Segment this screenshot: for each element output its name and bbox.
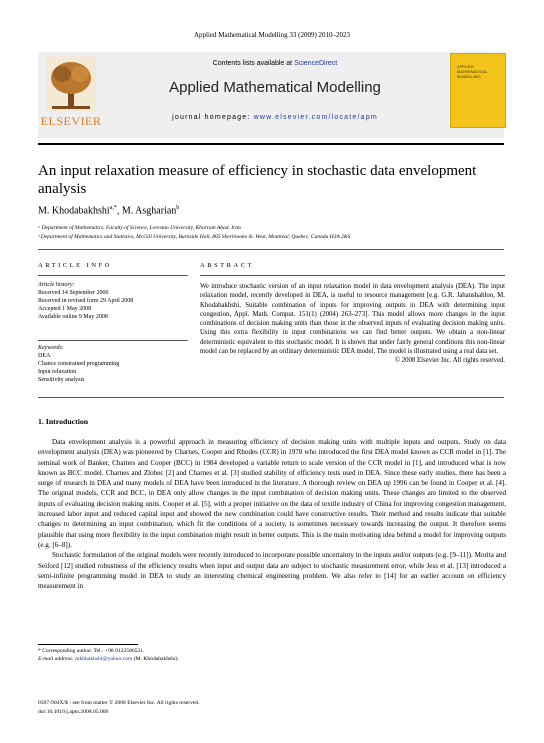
introduction-body <box>38 437 506 591</box>
affiliation-a: ᵃ Department of Mathematics, Faculty of Science, Lorestan University, Khorram Abad, Iran <box>38 225 241 231</box>
sciencedirect-link[interactable]: ScienceDirect <box>294 60 338 67</box>
email-link[interactable]: mkhbakhshi@yahoo.com <box>75 656 133 662</box>
abstract-rule <box>200 275 505 276</box>
journal-homepage <box>100 114 450 121</box>
history-label: Article history: <box>38 282 75 288</box>
affiliation-b: ᵇ Department of Mathematics and Statistics, McGill University, Burnside Hall, 805 Sherbrooke St. West, Montreal, Quebec, Canada H3A 2K6 <box>38 234 351 240</box>
email-note <box>38 656 179 663</box>
section-rule <box>38 397 504 398</box>
author-separator: , <box>116 205 122 217</box>
section-rule <box>38 249 504 250</box>
online-date: Available online 9 May 2008 <box>38 314 108 320</box>
homepage-prefix: journal homepage: <box>172 114 254 121</box>
keyword: Chance constrained programming <box>38 361 120 367</box>
article-title: An input relaxation measure of efficiency in stochastic data envelopment analysis <box>38 163 477 197</box>
elsevier-tree-icon <box>46 56 96 112</box>
email-suffix: (M. Khodabakhshi). <box>132 656 179 662</box>
journal-reference: Applied Mathematical Modelling 33 (2009) 2010–2023 <box>193 31 351 39</box>
article-history <box>38 281 168 321</box>
email-label: E-mail address: <box>38 656 76 662</box>
author-name: M. Asgharian <box>121 205 177 217</box>
keywords-label: Keywords: <box>38 345 64 351</box>
received-date: Received 14 September 2006 <box>38 290 109 296</box>
abstract <box>200 282 505 366</box>
abstract-heading: ABSTRACT <box>200 262 254 269</box>
author-list <box>38 205 179 216</box>
elsevier-logo <box>40 56 102 130</box>
cover-title: APPLIED MATHEMATICAL MODELLING <box>457 64 488 79</box>
author-name: M. Khodabakhshi <box>38 205 110 217</box>
journal-title: Applied Mathematical Modelling <box>169 79 381 96</box>
paragraph: Data envelopment analysis is a powerful approach in measuring efficiency of decision making units with multiple inputs and outputs. Study on data envelopment analysis (DEA) was pioneered by Charnes, Cooper and Rhodes (CCR) in 1978 who introduced the first DEA model known as CCR model in [1]. The seminal work of Banker, Charnes and Cooper (BCC) in 1984 developed a variable return to scale version of the CCR model in [1], and introduced what is now known as BCC model. Charnes and Zlobec [2] and Charnes et al. [3] studied stability of efficiency tests used in DEA. Since these early studies, there has been a surge of research in DEA and many models of DEA have been introduced in the literature. A thorough review on DEA up 1996 can be found in Cooper et al. [4]. The original models, CCR and BCC, in DEA only allow changes in the input combination of decision making units. These changes are limited to the observed inputs of evaluating decision making units. Cooper et al. [5], with a proper initiative on the data of textile industry of China for improving congestion management, increased labor input and reduced capital input and showed the new combination could have constructive results. Their method and results indicate that suitable changes to determining an input combination, which fit the conditions of a society, is sometimes necessary towards increasing the output. It therefore seems plausible that using more flexibility in the input combination might result in better outputs. This is the main motivating idea behind a model for improving outputs (e.g. [6–8]). <box>38 438 506 549</box>
paragraph: Stochastic formulation of the original models were recently introduced to incorporate possible uncertainty in the inputs and/or outputs (e.g. [9–11]). Morita and Seiford [12] studied robustness of the efficiency results when input and output data are subject to stochastic measurement error, while Jess et al. [13] introduced a semi-infinite programming model in DEA to study an interesting chemical engineering problem. We also refer to [14] for an earlier account on efficiency measurement in <box>38 551 506 591</box>
article-info-heading: ARTICLE INFO <box>38 262 112 269</box>
footnote-rule <box>38 644 138 645</box>
revised-date: Received in revised form 29 April 2008 <box>38 298 134 304</box>
abstract-text: We introduce stochastic version of an input relaxation model in data envelopment analysis (DEA). The input relaxation model, recently developed in DEA, is useful to resource management [e.g. G.R. Jahanshahloo, M. Khodabakhshi, Suitable combination of inputs for improving outputs in DEA with determining input congestion, Appl. Math. Comput. 151(1) (2004) 263–273]. This model allows more changes in the input combinations of decision making units than those in the observed inputs of evaluating decision making units. Using this extra flexibility in input combinations we can find better outputs. We obtain a non-linear deterministic equivalent to this stochastic model. It is shown that under fairly general conditions this non-linear model can be replaced by an ordinary deterministic DEA model. The model is illustrated using a real data set. <box>200 283 505 356</box>
author-sup[interactable]: a,* <box>109 205 117 211</box>
corresponding-author-note: * Corresponding author. Tel.: +98 9122586521. <box>38 648 145 654</box>
keywords-rule <box>38 340 188 341</box>
doi-line: doi:10.1016/j.apm.2008.05.006 <box>38 709 109 715</box>
issn-line: 0307-904X/$ - see front matter © 2008 Elsevier Inc. All rights reserved. <box>38 700 200 706</box>
keyword: Sensitivity analysis <box>38 377 85 383</box>
author-sup[interactable]: b <box>176 205 180 211</box>
abstract-copyright: © 2008 Elsevier Inc. All rights reserved. <box>394 357 505 365</box>
introduction-heading: 1. Introduction <box>38 417 89 426</box>
elsevier-wordmark: ELSEVIER <box>40 114 102 128</box>
accepted-date: Accepted 1 May 2008 <box>38 306 92 312</box>
keyword: DEA <box>38 353 51 359</box>
article-info-rule <box>38 275 188 276</box>
keywords <box>38 344 168 384</box>
contents-prefix: Contents lists available at <box>212 60 295 67</box>
header-rule <box>38 143 504 145</box>
keyword: Input relaxation <box>38 369 77 375</box>
journal-cover-image <box>450 53 506 128</box>
contents-line <box>100 60 450 67</box>
homepage-link[interactable]: www.elsevier.com/locate/apm <box>253 114 378 121</box>
